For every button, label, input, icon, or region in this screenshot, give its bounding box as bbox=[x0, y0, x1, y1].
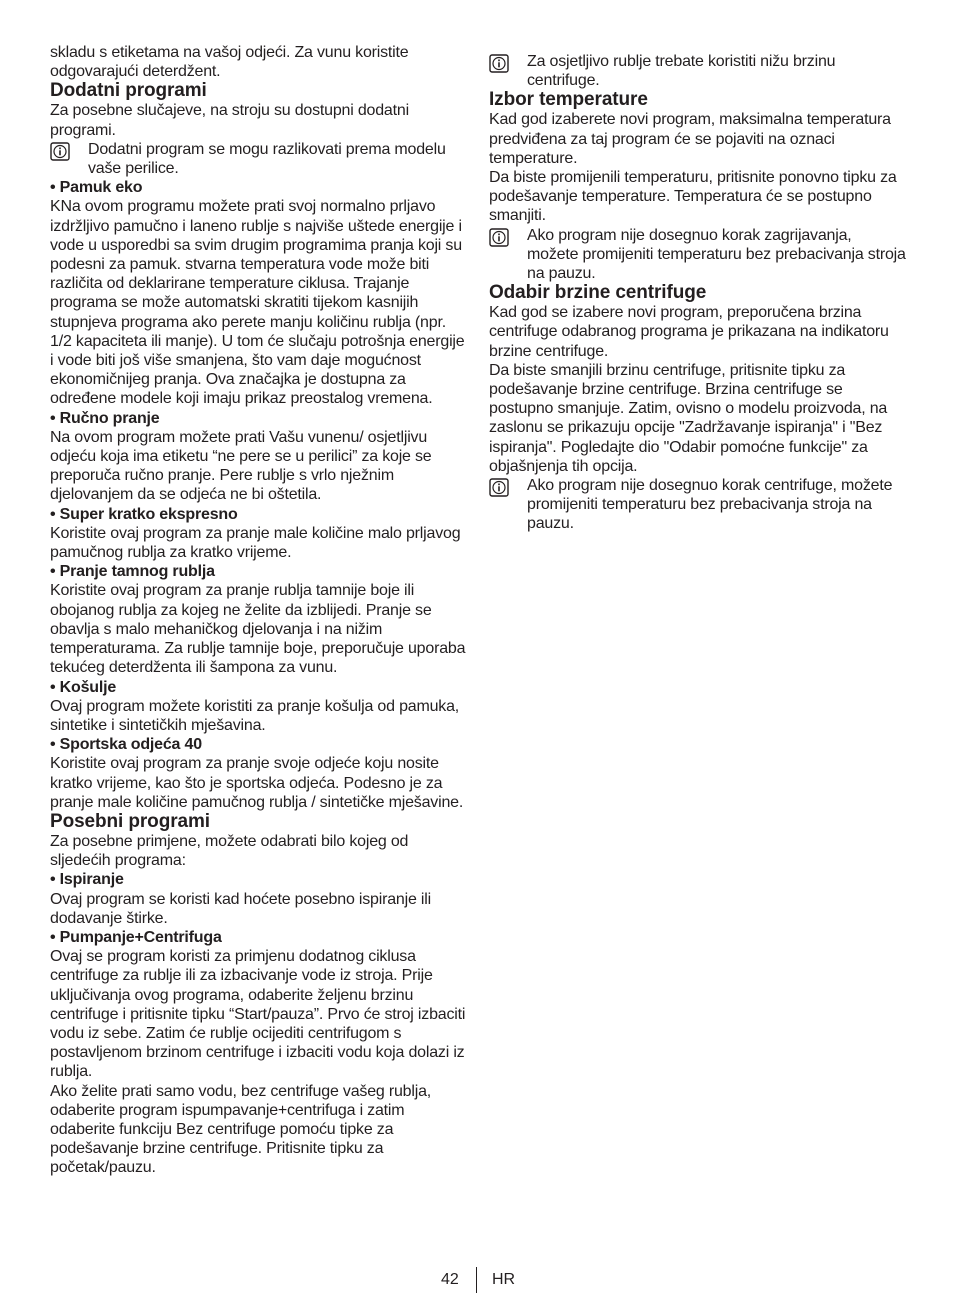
program-title-super-kratko: • Super kratko ekspresno bbox=[50, 505, 238, 523]
program-title-pumpanje: • Pumpanje+Centrifuga bbox=[50, 928, 222, 946]
paragraph: KNa ovom programu možete prati svoj normalno prljavo izdržljivo pamučno i laneno rublje s najviše uštede energije i vode u usporedbi sa svim drugim programima pranja koji su podesni za pamuk. stvarna temperatura vode može biti različita od deklarirane temperature ciklusa. Trajanje programa se može automatski skratiti tijekom kasnijih stupnjeva programa ako perete manju količinu rublja (npr. 1/2 kapaciteta ili manje). U tom će slučaju potrošnja energije i vode biti još više smanjena, što vam daje mogućnost ekonomičnijeg pranja. Ova značajka je dostupna za određene modele koji imaju prikaz preostalog vremena. bbox=[50, 198, 465, 408]
heading-dodatni-programi: Dodatni programi bbox=[50, 80, 207, 102]
heading-izbor-temperature: Izbor temperature bbox=[489, 89, 648, 111]
info-icon bbox=[489, 226, 527, 252]
page-number: 42 bbox=[441, 1271, 459, 1288]
program-title-pamuk-eko: • Pamuk eko bbox=[50, 179, 143, 197]
note-text: Dodatni program se mogu razlikovati prema modelu vaše perilice. bbox=[88, 140, 446, 178]
info-icon bbox=[489, 476, 527, 502]
paragraph: Ovaj program se koristi kad hoćete posebno ispiranje ili dodavanje štirke. bbox=[50, 890, 431, 927]
program-title-sportska: • Sportska odjeća 40 bbox=[50, 736, 202, 754]
paragraph: Kad god izaberete novi program, maksimalna temperatura predviđena za taj program će se pojaviti na oznaci temperature. bbox=[489, 111, 891, 167]
program-title-ispiranje: • Ispiranje bbox=[50, 871, 124, 889]
paragraph: Koristite ovaj program za pranje rublja tamnije boje ili obojanog rublja za kojeg ne želite da izblijedi. Pranje se obavlja s malo mehaničkog djelovanja i na nižim temperaturama. Za rublje tamnije boje, preporučuje uporaba tekućeg deterdženta ili šampona za vunu. bbox=[50, 582, 466, 677]
left-column bbox=[50, 43, 468, 1178]
note-text: Ako program nije dosegnuo korak zagrijavanja, možete promijeniti temperaturu bez prebacivanja stroja na pauzu. bbox=[527, 226, 906, 283]
program-title-tamno-rublje: • Pranje tamnog rublja bbox=[50, 563, 215, 581]
paragraph: Kad god se izabere novi program, preporučena brzina centrifuge odabranog programa je prikazana na indikatoru brzine centrifuge. bbox=[489, 304, 889, 360]
paragraph: Za posebne slučajeve, na stroju su dostupni dodatni programi. bbox=[50, 102, 409, 139]
paragraph: skladu s etiketama na vašoj odjeći. Za vunu koristite odgovarajući deterdžent. bbox=[50, 44, 409, 81]
program-title-kosulje: • Košulje bbox=[50, 678, 117, 696]
paragraph: Ovaj program možete koristiti za pranje košulja od pamuka, sintetike i sintetičkih mješavina. bbox=[50, 697, 460, 734]
heading-odabir-brzine: Odabir brzine centrifuge bbox=[489, 282, 707, 304]
paragraph: Ovaj se program koristi za primjenu dodatnog ciklusa centrifuge za rublje ili za izbacivanje vode iz stroja. Prije uključivanja ovog programa, odaberite željenu brzinu centrifuge i pritisnite tipku “Start/pauza”. Prvo će stroj izbaciti vodu iz sebe. Zatim će rublje ocijediti centrifugom s postavljenom brzinom centrifuge i izbaciti vodu koja dolazi iz rublja. bbox=[50, 948, 466, 1081]
paragraph: Ako želite prati samo vodu, bez centrifuge vašeg rublja, odaberite program ispumpavanje+centrifuga i zatim odaberite funkciju Bez centrifuge pomoću tipke za podešavanje brzine centrifuge. Pritisnite tipku za početak/pauzu. bbox=[50, 1082, 432, 1177]
paragraph: Koristite ovaj program za pranje svoje odjeće koju nosite kratko vrijeme, kao što je sportska odjeća. Podesno je za pranje male količine pamučnog rublja / sintetičke mješavine. bbox=[50, 755, 464, 811]
info-icon bbox=[50, 140, 88, 166]
heading-posebni-programi: Posebni programi bbox=[50, 810, 210, 832]
info-note bbox=[489, 226, 907, 284]
info-note bbox=[489, 52, 907, 90]
note-text: Ako program nije dosegnuo korak centrifuge, možete promijeniti temperaturu bez prebacivanja stroja na pauzu. bbox=[527, 477, 893, 533]
paragraph: Za posebne primjene, možete odabrati bilo kojeg od sljedećih programa: bbox=[50, 832, 409, 870]
info-note bbox=[50, 140, 468, 178]
info-icon bbox=[489, 52, 527, 78]
language-code: HR bbox=[492, 1271, 516, 1288]
paragraph: Na ovom program možete prati Vašu vunenu/ osjetljivu odjeću koja ima etiketu “ne pere se u perilici” za koje se preporuča ručno pranje. Pere rublje s vrlo nježnim djelovanjem da se odjeća ne bi oštetila. bbox=[50, 428, 432, 504]
page-footer bbox=[0, 1271, 954, 1295]
program-title-rucno-pranje: • Ručno pranje bbox=[50, 409, 160, 427]
note-text: Za osjetljivo rublje trebate koristiti nižu brzinu centrifuge. bbox=[527, 53, 836, 90]
paragraph: Koristite ovaj program za pranje male količine malo prljavog pamučnog rublja za kratko vrijeme. bbox=[50, 524, 461, 562]
paragraph: Da biste promijenili temperaturu, pritisnite ponovno tipku za podešavanje temperature. Temperatura će se postupno smanjiti. bbox=[489, 169, 897, 225]
info-note bbox=[489, 476, 907, 534]
footer-divider bbox=[476, 1267, 477, 1293]
right-column bbox=[489, 52, 907, 534]
paragraph: Da biste smanjili brzinu centrifuge, pritisnite tipku za podešavanje brzine centrifuge. Brzina centrifuge se postupno smanjuje. Zatim, ovisno o modelu proizvoda, na zaslonu se prikazuju opcije "Zadržavanje ispiranja" i "Bez ispiranja". Pogledajte dio "Odabir pomoćne funkcije" za objašnjenja tih opcija. bbox=[489, 361, 888, 475]
